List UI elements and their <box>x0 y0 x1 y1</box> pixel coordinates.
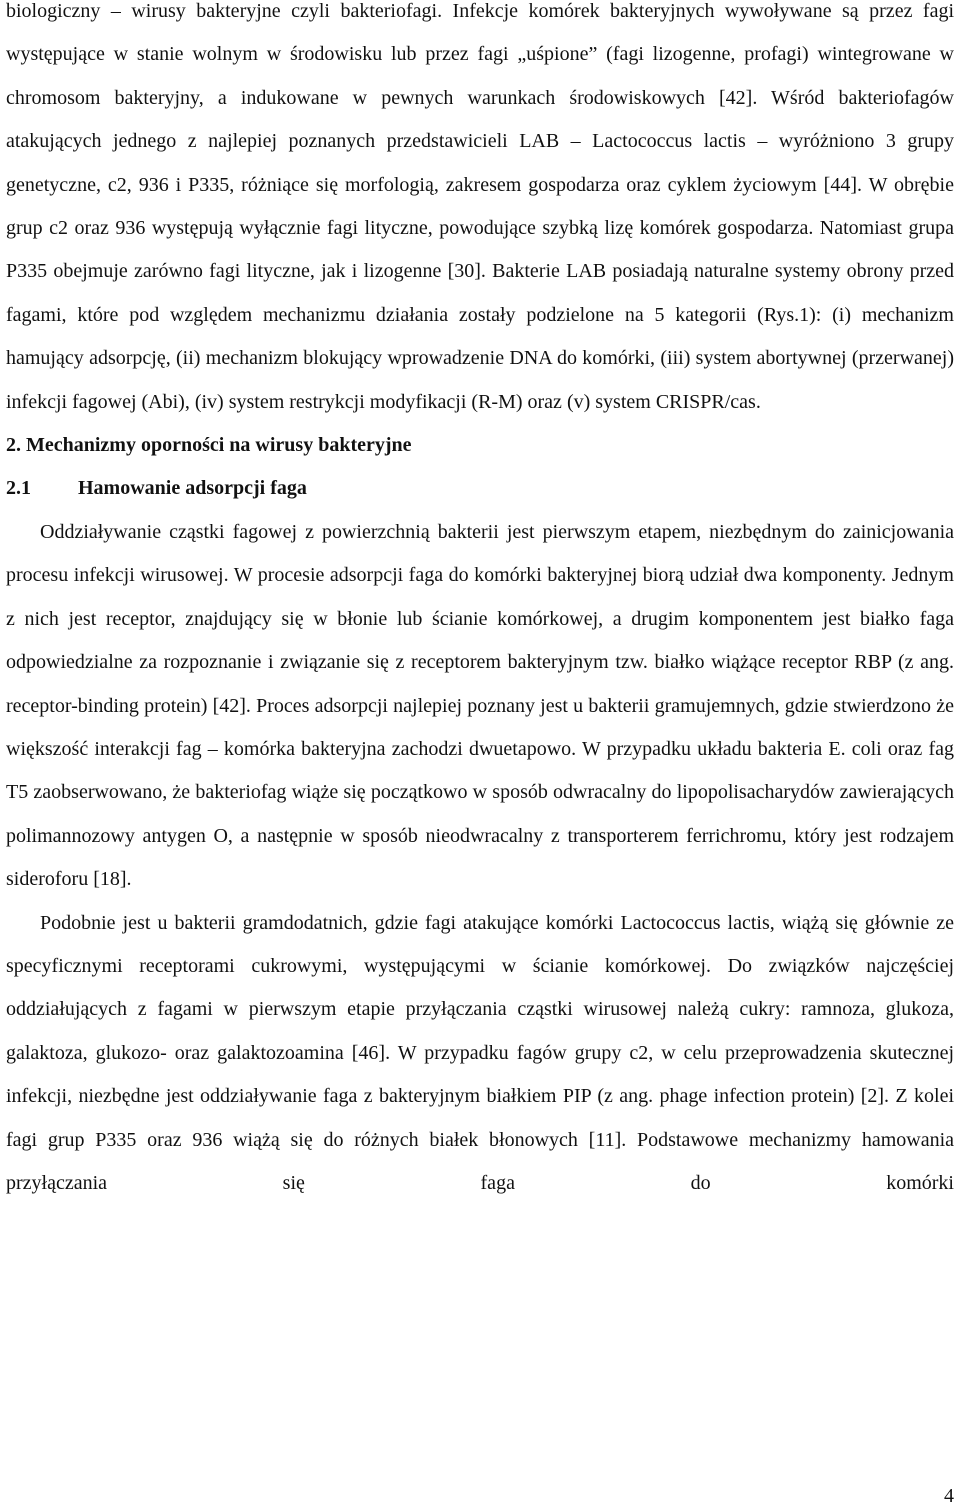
paragraph-bacteriophages-intro: biologiczny – wirusy bakteryjne czyli bakteriofagi. Infekcje komórek bakteryjnych wywoływane są przez fagi występujące w stanie wolnym w środowisku lub przez fagi „uśpione” (fagi lizogenne, profagi) wintegrowane w chromosom bakteryjny, a indukowane w pewnych warunkach środowiskowych [42]. Wśród bakteriofagów atakujących jednego z najlepiej poznanych przedstawicieli LAB – Lactococcus lactis – wyróżniono 3 grupy genetyczne, c2, 936 i P335, różniące się morfologią, zakresem gospodarza oraz cyklem życiowym [44]. W obrębie grup c2 oraz 936 występują wyłącznie fagi lityczne, powodujące szybką lizę komórek gospodarza. Natomiast grupa P335 obejmuje zarówno fagi lityczne, jak i lizogenne [30]. Bakterie LAB posiadają naturalne systemy obrony przed fagami, które pod względem mechanizmu działania zostały podzielone na 5 kategorii (Rys.1): (i) mechanizm hamujący adsorpcję, (ii) mechanizm blokujący wprowadzenie DNA do komórki, (iii) system abortywnej (przerwanej) infekcji fagowej (Abi), (iv) system restrykcji modyfikacji (R-M) oraz (v) system CRISPR/cas. <box>6 0 954 413</box>
subsection-heading <box>6 467 954 510</box>
paragraph-adsorption: Oddziaływanie cząstki fagowej z powierzchnią bakterii jest pierwszym etapem, niezbędnym do zainicjowania procesu infekcji wirusowej. W procesie adsorpcji faga do komórki bakteryjnej biorą udział dwa komponenty. Jednym z nich jest receptor, znajdujący się w błonie lub ścianie komórkowej, a drugim komponentem jest białko faga odpowiedzialne za rozpoznanie i związanie się z receptorem bakteryjnym tzw. białko wiążące receptor RBP (z ang. receptor-binding protein) [42]. Proces adsorpcji najlepiej poznany jest u bakterii gramujemnych, gdzie stwierdzono że większość interakcji fag – komórka bakteryjna zachodzi dwuetapowo. W przypadku układu bakteria E. coli oraz fag T5 zaobserwowano, że bakteriofag wiąże się początkowo w sposób odwracalny do lipopolisacharydów zawierających polimannozowy antygen O, a następnie w sposób nieodwracalny z transporterem ferrichromu, który jest rodzajem sideroforu [18]. <box>6 520 954 891</box>
document-page <box>6 0 954 1205</box>
subsection-title: Hamowanie adsorpcji faga <box>78 477 307 500</box>
page-number: 4 <box>944 1485 954 1507</box>
section-heading: 2. Mechanizmy oporności na wirusy bakteryjne <box>6 434 412 457</box>
paragraph-gram-positive: Podobnie jest u bakterii gramdodatnich, gdzie fagi atakujące komórki Lactococcus lactis, wiążą się głównie ze specyficznymi receptorami cukrowymi, występującymi w ścianie komórkowej. Do związków najczęściej oddziałujących z fagami w pierwszym etapie przyłączania cząstki wirusowej należą cukry: ramnoza, glukoza, galaktoza, glukozo- oraz galaktozoamina [46]. W przypadku fagów grupy c2, w celu przeprowadzenia skutecznej infekcji, niezbędne jest oddziaływanie faga z bakteryjnym białkiem PIP (z ang. phage infection protein) [2]. Z kolei fagi grup P335 oraz 936 wiążą się do różnych białek błonowych [11]. Podstawowe mechanizmy hamowania przyłączania się faga do komórki <box>6 911 954 1194</box>
subsection-number: 2.1 <box>6 477 31 500</box>
